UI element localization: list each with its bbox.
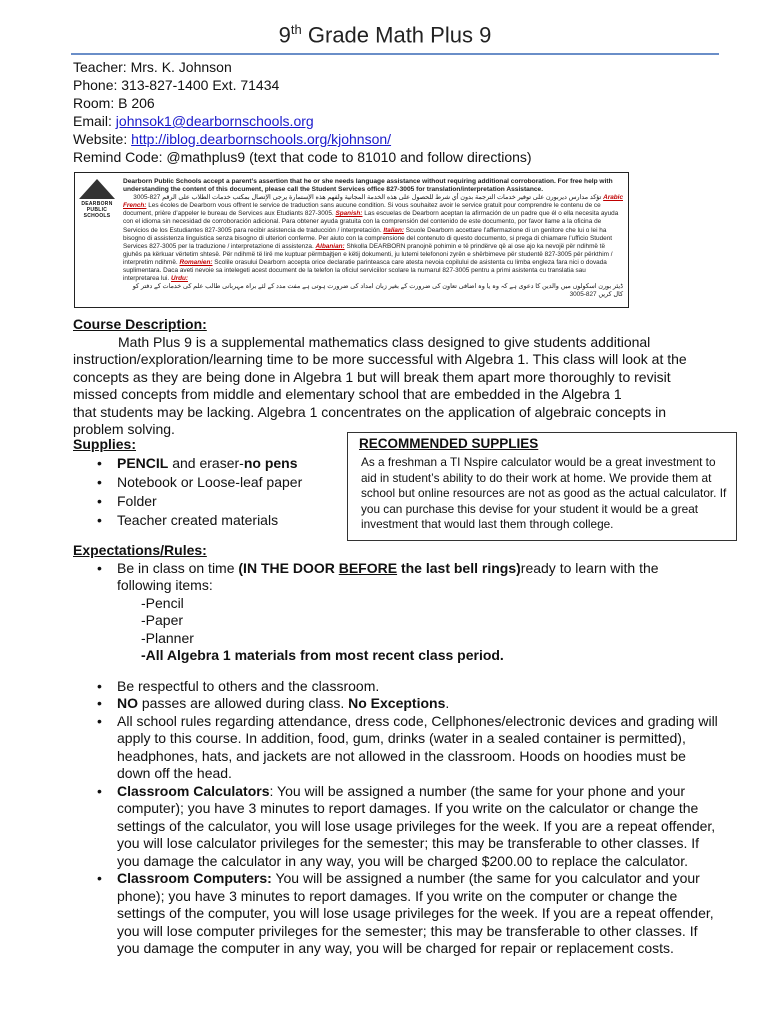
district-logo: DEARBORN PUBLIC SCHOOLS: [75, 173, 119, 307]
notice-urdu: ڈیئر بورن اسکولوں میں والدین کا دعوی ہے کہ وہ یا وہ اضافی تعاون کی ضرورت کے بغیر زبان امداد کی ضرورت ہوتی ہے مفت مدد کے لئے براہ مہربانی طالب علم کی خدمات کے دفتر کو کال کریں 827-3005: [132, 283, 623, 299]
rule-respectful: • Be respectful to others and the classroom.: [73, 678, 723, 696]
rule-calculators: • Classroom Calculators: You will be assigned a number (the same for your phone and your computer); you have 3 minutes to report damages. If you write on the calculator or change the settings of the calculator, you will lose usage privileges for the week. If you are a repeat offender, you will lose calculator privileges for the semester; this may be transferable to other classes. If you damage the calculator in any way, you will be charged $200.00 to replace the calculator.: [73, 783, 723, 871]
notice-heading: Dearborn Public Schools accept a parent’s assertion that he or she needs language assistance without requiring additional corroboration. For free help with understanding the content of this document, please call the Student Services office 827-3005 for translation/interpretation Assistance.: [123, 178, 613, 194]
language-assistance-notice: [74, 172, 629, 308]
website-line: Website: http://iblog.dearbornschools.org/kjohnson/: [73, 131, 392, 147]
supplies-heading: Supplies:: [73, 436, 137, 452]
email-line: Email: johnsok1@dearbornschools.org: [73, 113, 314, 129]
supply-notebook: • Notebook or Loose-leaf paper: [73, 473, 343, 492]
recommended-supplies-box: [347, 432, 737, 541]
rule-on-time: • Be in class on time (IN THE DOOR BEFORE the last bell rings)ready to learn with the following items: -Pencil -Paper -Planner -All Algebra 1 materials from most recent class period.: [73, 560, 723, 665]
room-line: Room: B 206: [73, 95, 155, 111]
title-underline: [71, 53, 719, 55]
rule-computers: • Classroom Computers: You will be assigned a number (the same for you calculator and your phone); you have 3 minutes to report damages. If you write on the computer or change the settings of the computer, you will lose usage privileges for the week. If you are a repeat offender, you will lose computer privileges for the semester; this may be transferable to other classes. If you damage the computer in any way, you will be charged for repair or replacement costs.: [73, 870, 723, 958]
supplies-section: [73, 435, 343, 530]
recommended-text: As a freshman a TI Nspire calculator would be a great investment to aid in student’s ability to do their work at home. We provide them at school but online resources are not as good as the actual calculator. If you can purchase this devise for your student it would be a great investment that would last them through college.: [361, 455, 727, 531]
supply-teacher-materials: • Teacher created materials: [73, 511, 343, 530]
website-link[interactable]: http://iblog.dearbornschools.org/kjohnson/: [131, 131, 392, 147]
expectations-section: [73, 542, 723, 958]
page-title: 9th Grade Math Plus 9: [278, 22, 492, 48]
supply-folder: • Folder: [73, 492, 343, 511]
course-description: Course Description: Math Plus 9 is a supplemental mathematics class designed to give students additional instruction/exploration/learning time to be more successful with Algebra 1. This class will look at the concepts as they are being done in Algebra 1 but will break them apart more thoroughly to revisit missed concepts from middle and elementary school that are embedded in the Algebra 1 that students may be lacking. Algebra 1 concentrates on the application of algebraic concepts in problem solving.: [73, 316, 723, 439]
notice-arabic: Arabic تؤكد مدارس ديربورن على توفير خدمات الترجمة بدون أي شرط للحصول على هذه الخدمة المجانية ولفهم هذه الإستمارة يرجى الإتصال بمكتب خدمات الطلاب على الرقم 827-3005: [133, 194, 623, 202]
teacher-line: Teacher: Mrs. K. Johnson: [73, 59, 232, 75]
rule-no-passes: • NO passes are allowed during class. No Exceptions.: [73, 695, 723, 713]
notice-multilingual: French: Les écoles de Dearborn vous offrent le service de traduction sans aucune condition. Si vous souhaitez avoir le service gratuit pour comprendre le contenu de ce document, prière d’appeler le bureau de Services aux Etudiants 827-3005. Spanish: Las escuelas de Dearborn aceptan la afirmación de un padre que él o ella necesita ayuda con el idioma sin necesidad de corroboración adicional. Para obtener ayuda gratuita con la comprensión del contenido de este documento, por favor llame a la oficina de Servicios de los Estudiantes 827-3005 para recibir asistencia de traducción / interpretación. Italian: Scuole Dearborn accettare l’affermazione di un genitore che lui o lei ha bisogno di assistenza linguistica senza bisogno di ulteriori conferme. Per aiuto con la comprensione del contenuto di questo documento, si prega di chiamare l’ufficio Student Services 827-3005 per la traduzione / interpretazione di assistenza. Albanian: Shkolla DEARBORN pranojnë pohimin e të prindërve që ai ose ajo ka nevojë për ndihmë të gjuhës pa kërkuar vërtetim shtesë. Për ndihmë të lirë me kuptuar përmbajtjen e këtij dokumenti, ju lutemi telefononi zyrën e shërbimeve për studentë 827-3005 për përkthim / interpretim ndihmë. Romanien: Scolile orasului Dearborn accepta orice declaratie parinteasca care atesta nevoia copilului de asistenta cu limba engleza fara nici o dovada suplimentara. Daca aveti nevoie sa intelegeti acest document de la telefon la oficiul serviciilor scolare la numarul 827-3005 pentru a primi asistenta cu translatia sau interpretarea lui. Urdu:: [123, 202, 619, 283]
title-superscript: th: [290, 22, 302, 37]
rule-school-rules: • All school rules regarding attendance, dress code, Cellphones/electronic devices and grading will apply to this course. In addition, food, gum, drinks (water in a sealed container is permitted), headphones, hats, and jackets are not allowed in the classroom. Hoods on hoodies must be down off the head.: [73, 713, 723, 783]
course-heading: Course Description:: [73, 316, 207, 332]
remind-line: Remind Code: @mathplus9 (text that code to 81010 and follow directions): [73, 149, 532, 165]
contact-info: [73, 58, 532, 166]
required-items: -Pencil -Paper -Planner -All Algebra 1 materials from most recent class period.: [141, 594, 504, 663]
expectations-heading: Expectations/Rules:: [73, 542, 207, 558]
recommended-title: RECOMMENDED SUPPLIES: [359, 436, 539, 451]
phone-line: Phone: 313-827-1400 Ext. 71434: [73, 77, 280, 93]
email-link[interactable]: johnsok1@dearbornschools.org: [115, 113, 314, 129]
supply-pencil: • PENCIL and eraser-no pens: [73, 454, 343, 473]
